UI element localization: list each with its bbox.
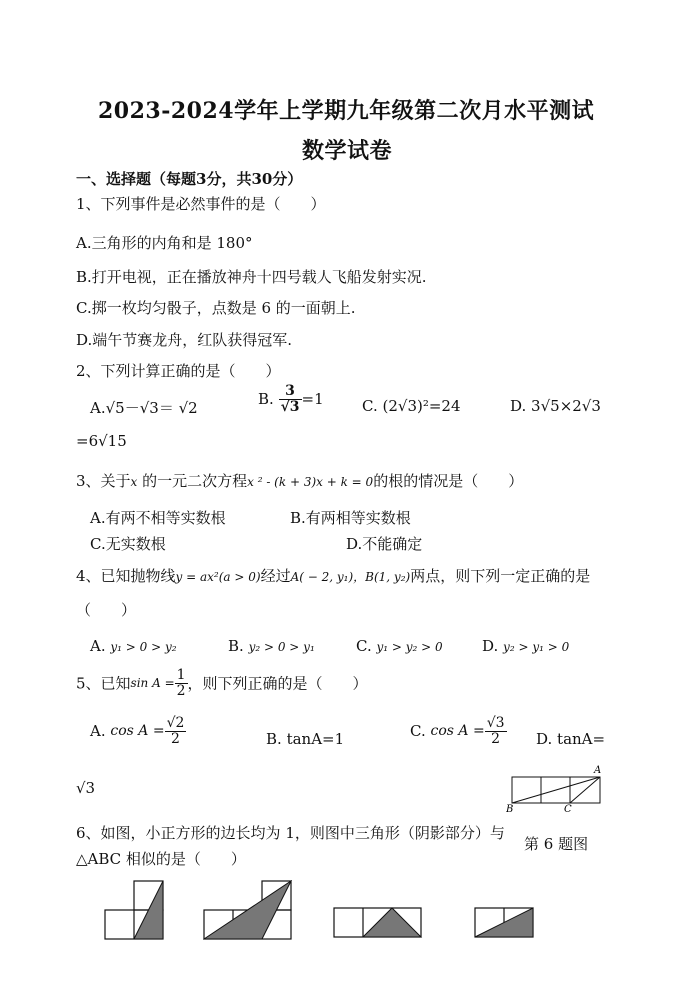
q2-stem: 2、下列计算正确的是（ ） <box>76 362 281 380</box>
q5-option-c-numerator: √3 <box>486 715 505 731</box>
q6-option-d-figure[interactable] <box>474 906 538 942</box>
q4-points: A( − 2, y₁)，B(1, y₂) <box>290 570 411 584</box>
q2-option-a-label: A. <box>90 399 106 417</box>
q5-sin-denominator: 2 <box>176 682 186 699</box>
q5-option-c-lhs: cos A = <box>430 723 485 740</box>
q1-stem: 1、下列事件是必然事件的是（ ） <box>76 195 326 213</box>
q6-stem-line2: △ABC 相似的是（ ） <box>76 850 246 868</box>
q3-option-a: A.有两不相等实数根 <box>90 509 226 527</box>
q5-option-a-fraction <box>165 716 187 746</box>
q5-option-a-numerator: √2 <box>166 715 185 731</box>
q4-stem <box>76 565 590 586</box>
q4-stem-part3: 两点，则下列一定正确的是 <box>410 567 591 585</box>
q2-option-b-tail: =1 <box>301 390 324 409</box>
q2-option-a-expr: √5－√3＝ √2 <box>105 399 198 417</box>
q6-point-a: A <box>594 765 602 776</box>
q3-equation: x ² - (k + 3)x + k = 0 <box>247 475 374 489</box>
q6-option-a-figure[interactable] <box>104 880 170 942</box>
q5-sin-lhs: sin A = <box>130 676 175 691</box>
q4-parabola: y = ax²(a > 0) <box>175 570 261 584</box>
q2-option-c <box>362 397 461 415</box>
q5-option-d-label: D. <box>536 730 553 748</box>
q6-point-b: B <box>506 804 514 812</box>
q5-option-b-expr: tanA=1 <box>286 730 345 748</box>
q1-option-c: C.掷一枚均匀骰子，点数是 6 的一面朝上. <box>76 299 356 317</box>
page-title: 2023-2024学年上学期九年级第二次月水平测试 <box>98 98 595 124</box>
q4-option-d-expr: y₂ > y₁ > 0 <box>503 640 570 654</box>
q4-stem-part2: 经过 <box>260 567 291 585</box>
q6-reference-figure <box>506 762 606 812</box>
q2-option-c-label: C. <box>362 397 378 415</box>
q5-option-b <box>266 730 344 748</box>
q3-option-c: C.无实数根 <box>90 535 166 553</box>
q4-option-a-expr: y₁ > 0 > y₂ <box>110 640 177 654</box>
section-heading: 一、选择题（每题3分，共30分） <box>76 170 303 188</box>
q1-option-b: B.打开电视，正在播放神舟十四号载人飞船发射实况. <box>76 268 427 286</box>
q4-option-a <box>90 637 177 655</box>
q5-option-c-fraction <box>485 716 507 746</box>
q3-stem <box>76 470 523 491</box>
q4-option-c <box>356 637 443 655</box>
q2-option-b-fraction <box>279 384 302 414</box>
q6-figure-caption: 第 6 题图 <box>520 833 588 854</box>
q5-sin-numerator: 1 <box>176 667 186 683</box>
q5-option-c-denominator: 2 <box>491 730 501 747</box>
q3-stem-part3: 的根的情况是（ ） <box>373 472 524 490</box>
q3-stem-part1: 3、关于 <box>76 472 131 490</box>
q2-option-b <box>258 384 324 414</box>
q4-answer-paren: （ ） <box>76 601 137 619</box>
q2-option-a <box>90 397 198 418</box>
q6-option-c-figure[interactable] <box>333 906 423 942</box>
q2-option-b-numerator: 3 <box>279 384 302 400</box>
q5-option-d-expr: tanA= <box>557 730 606 748</box>
q5-option-a-denominator: 2 <box>171 730 180 747</box>
q5-option-d <box>536 730 605 748</box>
q5-option-c-label: C. <box>410 722 426 741</box>
q5-option-c <box>410 716 507 746</box>
q2-option-d-label: D. <box>510 397 527 415</box>
q4-option-b-label: B. <box>228 637 244 655</box>
q5-option-b-label: B. <box>266 730 282 748</box>
q5-stem-part2: ，则下列正确的是（ ） <box>187 674 368 693</box>
q2-option-d-continued: =6√15 <box>76 432 127 450</box>
q6-point-c: C <box>564 804 572 812</box>
q3-stem-part2: 的一元二次方程 <box>137 472 248 490</box>
q5-option-d-continued: √3 <box>76 779 96 797</box>
q4-option-c-label: C. <box>356 637 372 655</box>
q4-option-c-expr: y₁ > y₂ > 0 <box>376 640 443 654</box>
q2-option-b-label: B. <box>258 390 274 409</box>
q6-stem-line1: 6、如图，小正方形的边长均为 1，则图中三角形（阴影部分）与 <box>76 824 505 842</box>
q4-option-b-expr: y₂ > 0 > y₁ <box>248 640 315 654</box>
page-subtitle: 数学试卷 <box>302 138 393 164</box>
q3-variable: x <box>130 475 138 489</box>
q2-option-c-expr: (2√3)²=24 <box>382 397 461 415</box>
q5-option-a <box>90 716 186 746</box>
q2-option-b-denominator: √3 <box>280 398 300 415</box>
q2-option-d-expr: 3√5×2√3 <box>531 397 601 415</box>
q4-option-d-label: D. <box>482 637 499 655</box>
q5-stem-part1: 5、已知 <box>76 674 131 693</box>
q5-sin-fraction <box>175 668 188 698</box>
q5-stem <box>76 668 368 698</box>
q3-option-b: B.有两相等实数根 <box>290 509 411 527</box>
q4-option-d <box>482 637 569 655</box>
q4-option-a-label: A. <box>90 637 106 655</box>
q5-option-a-label: A. <box>90 722 106 741</box>
q2-option-d <box>510 397 601 415</box>
q3-option-d: D.不能确定 <box>346 535 423 553</box>
q1-option-a: A.三角形的内角和是 180° <box>76 234 253 252</box>
q5-option-a-lhs: cos A = <box>110 723 165 740</box>
q1-option-d: D.端午节赛龙舟，红队获得冠军. <box>76 331 293 349</box>
q6-option-b-figure[interactable] <box>203 880 293 942</box>
q4-option-b <box>228 637 315 655</box>
q4-stem-part1: 4、已知抛物线 <box>76 567 176 585</box>
